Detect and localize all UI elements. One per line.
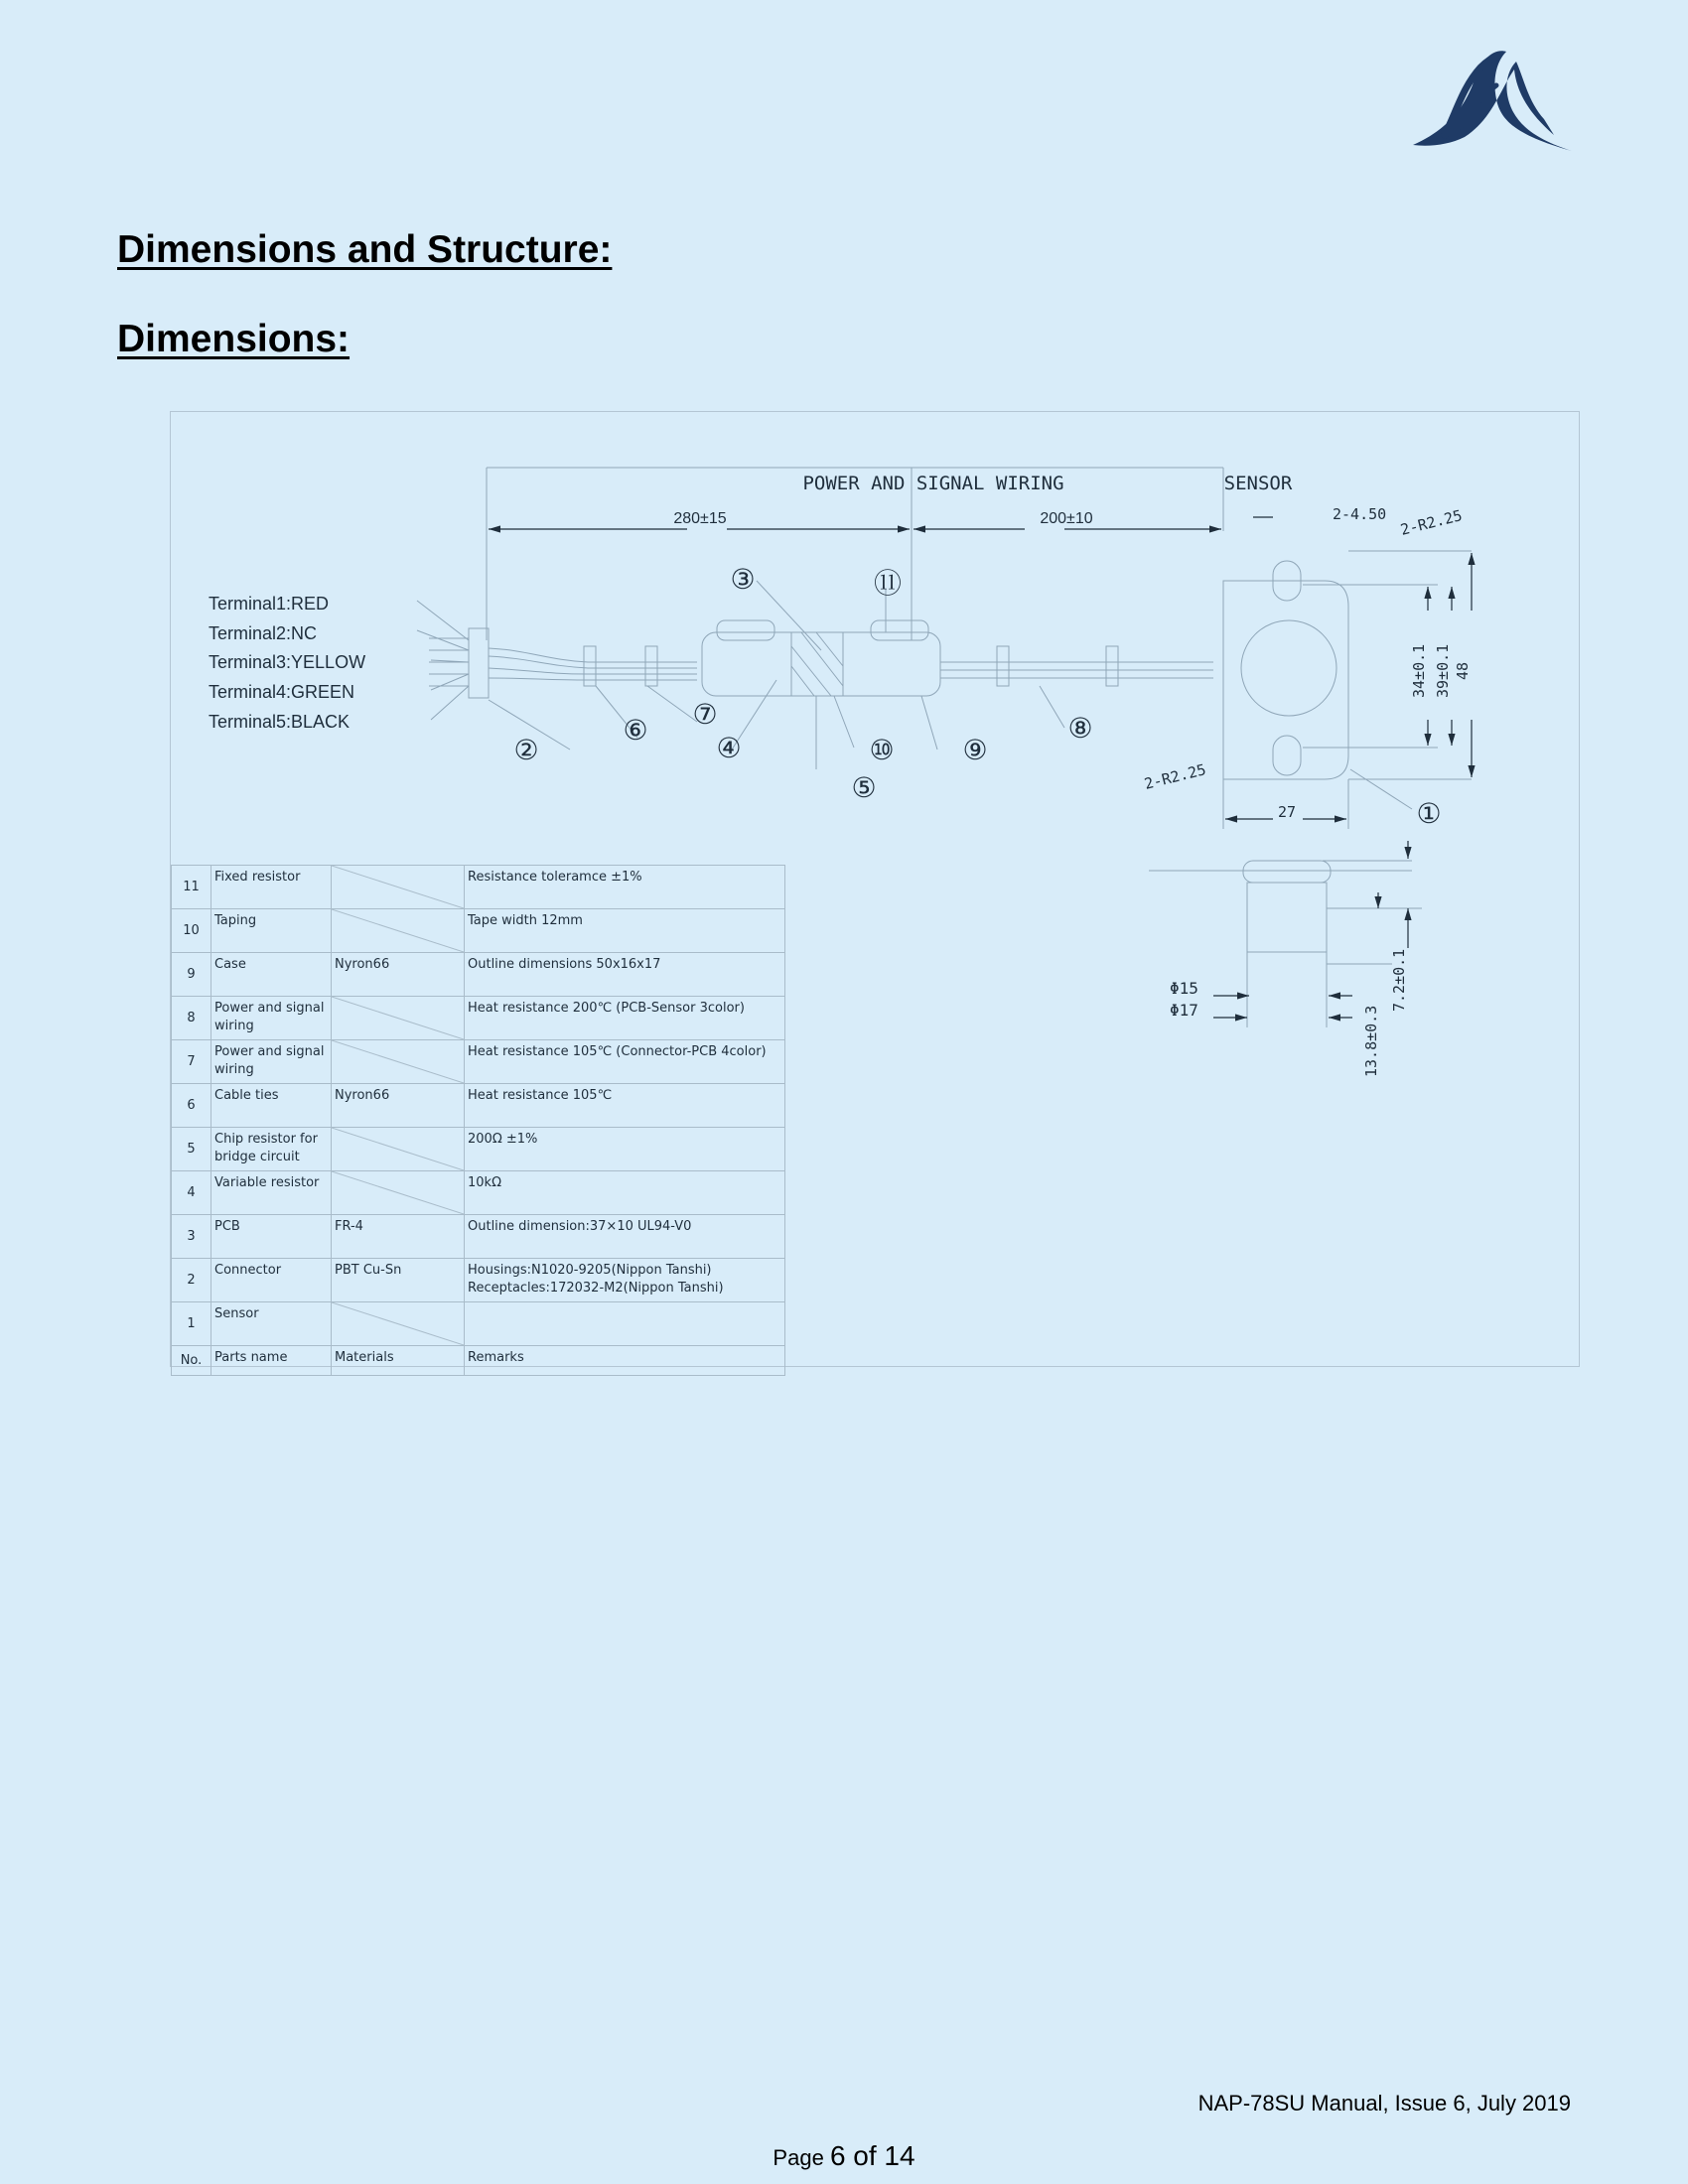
part-name-cell: Chip resistor for bridge circuit — [211, 1128, 332, 1171]
sensor-section-label: SENSOR — [1223, 473, 1293, 494]
part-material-cell: PBT Cu-Sn — [332, 1259, 465, 1302]
part-number-cell: 11 — [172, 866, 211, 909]
part-remarks-cell: Outline dimension:37×10 UL94-V0 — [465, 1215, 785, 1259]
part-remarks-cell: 200Ω ±1% — [465, 1128, 785, 1171]
part-name-cell: Variable resistor — [211, 1171, 332, 1215]
callout-5: ⑤ — [851, 772, 877, 803]
part-remarks-cell: Resistance toleramce ±1% — [465, 866, 785, 909]
column-header-material: Materials — [332, 1346, 465, 1376]
part-number-cell: 3 — [172, 1215, 211, 1259]
column-header-name: Parts name — [211, 1346, 332, 1376]
part-remarks-cell: Heat resistance 105℃ (Connector-PCB 4color) — [465, 1040, 785, 1084]
table-row — [172, 1040, 785, 1084]
dim-34: 34±0.1 — [1410, 643, 1428, 698]
section-heading: Dimensions and Structure: — [117, 228, 613, 271]
part-name-cell: Power and signal wiring — [211, 1040, 332, 1084]
part-name-cell: PCB — [211, 1215, 332, 1259]
table-row — [172, 866, 785, 909]
callout-6: ⑥ — [623, 715, 648, 746]
page-count: 6 of 14 — [829, 2140, 915, 2171]
callout-7: ⑦ — [692, 699, 718, 730]
part-number-cell: 4 — [172, 1171, 211, 1215]
dim-phi17: Φ17 — [1170, 1001, 1198, 1020]
dim-radius-bottom: 2-R2.25 — [1142, 760, 1208, 793]
callout-9: ⑨ — [962, 735, 988, 765]
part-remarks-cell: Housings:N1020-9205(Nippon Tanshi) Receptacles:172032-M2(Nippon Tanshi) — [465, 1259, 785, 1302]
callout-4: ④ — [716, 733, 742, 763]
part-remarks-cell — [465, 1302, 785, 1346]
part-material-cell — [332, 1171, 465, 1215]
terminal-label: Terminal4:GREEN — [209, 682, 355, 702]
callout-3: ③ — [730, 564, 756, 595]
terminal-label: Terminal1:RED — [209, 594, 330, 614]
table-row — [172, 1128, 785, 1171]
document-reference: NAP-78SU Manual, Issue 6, July 2019 — [1197, 2091, 1571, 2116]
part-number-cell: 9 — [172, 953, 211, 997]
bird-leaf-logo-icon — [1405, 40, 1579, 159]
table-header-row — [172, 1346, 785, 1376]
dim-holes: 2-4.50 — [1333, 505, 1387, 523]
part-remarks-cell: Heat resistance 105℃ — [465, 1084, 785, 1128]
subsection-heading: Dimensions: — [117, 318, 351, 360]
table-row — [172, 1259, 785, 1302]
part-material-cell: Nyron66 — [332, 1084, 465, 1128]
part-material-cell — [332, 1302, 465, 1346]
part-material-cell — [332, 866, 465, 909]
part-name-cell: Power and signal wiring — [211, 997, 332, 1040]
column-header-remarks: Remarks — [465, 1346, 785, 1376]
part-name-cell: Fixed resistor — [211, 866, 332, 909]
column-header-no: No. — [172, 1346, 211, 1376]
part-material-cell — [332, 1128, 465, 1171]
part-number-cell: 6 — [172, 1084, 211, 1128]
dim-27: 27 — [1277, 803, 1297, 821]
callout-11: ⑪ — [873, 568, 903, 599]
part-number-cell: 10 — [172, 909, 211, 953]
dim-radius-top: 2-R2.25 — [1398, 506, 1465, 539]
part-number-cell: 2 — [172, 1259, 211, 1302]
part-material-cell: FR-4 — [332, 1215, 465, 1259]
table-row — [172, 997, 785, 1040]
part-material-cell: Nyron66 — [332, 953, 465, 997]
part-name-cell: Case — [211, 953, 332, 997]
callout-10: ⑩ — [869, 735, 895, 765]
parts-table — [171, 865, 785, 1376]
page-number — [0, 2140, 1688, 2172]
table-row — [172, 953, 785, 997]
dim-48: 48 — [1454, 661, 1472, 680]
part-material-cell — [332, 997, 465, 1040]
callout-8: ⑧ — [1067, 713, 1093, 744]
table-row — [172, 1215, 785, 1259]
dim-phi15: Φ15 — [1170, 979, 1198, 998]
part-name-cell: Cable ties — [211, 1084, 332, 1128]
part-number-cell: 7 — [172, 1040, 211, 1084]
terminal-label: Terminal3:YELLOW — [209, 652, 366, 672]
part-name-cell: Connector — [211, 1259, 332, 1302]
dim-39: 39±0.1 — [1434, 643, 1452, 698]
part-number-cell: 1 — [172, 1302, 211, 1346]
part-number-cell: 8 — [172, 997, 211, 1040]
page-prefix: Page — [773, 2145, 824, 2170]
dim-13-8: 13.8±0.3 — [1362, 1005, 1380, 1077]
dim-7-2: 7.2±0.1 — [1390, 948, 1408, 1012]
callout-2: ② — [513, 735, 539, 765]
callout-1: ① — [1416, 798, 1442, 829]
dim-wiring-length: 280±15 — [673, 510, 727, 527]
terminal-label: Terminal2:NC — [209, 623, 318, 643]
part-remarks-cell: Outline dimensions 50x16x17 — [465, 953, 785, 997]
part-remarks-cell: Heat resistance 200℃ (PCB-Sensor 3color) — [465, 997, 785, 1040]
part-remarks-cell: 10kΩ — [465, 1171, 785, 1215]
part-material-cell — [332, 909, 465, 953]
part-name-cell: Sensor — [211, 1302, 332, 1346]
table-row — [172, 909, 785, 953]
part-material-cell — [332, 1040, 465, 1084]
part-remarks-cell: Tape width 12mm — [465, 909, 785, 953]
wiring-section-label: POWER AND SIGNAL WIRING — [802, 473, 1064, 494]
table-row — [172, 1302, 785, 1346]
part-name-cell: Taping — [211, 909, 332, 953]
part-number-cell: 5 — [172, 1128, 211, 1171]
terminal-label: Terminal5:BLACK — [209, 712, 351, 732]
dimension-drawing — [170, 411, 1580, 1367]
table-row — [172, 1084, 785, 1128]
dim-sensor-lead: 200±10 — [1040, 510, 1093, 527]
table-row — [172, 1171, 785, 1215]
